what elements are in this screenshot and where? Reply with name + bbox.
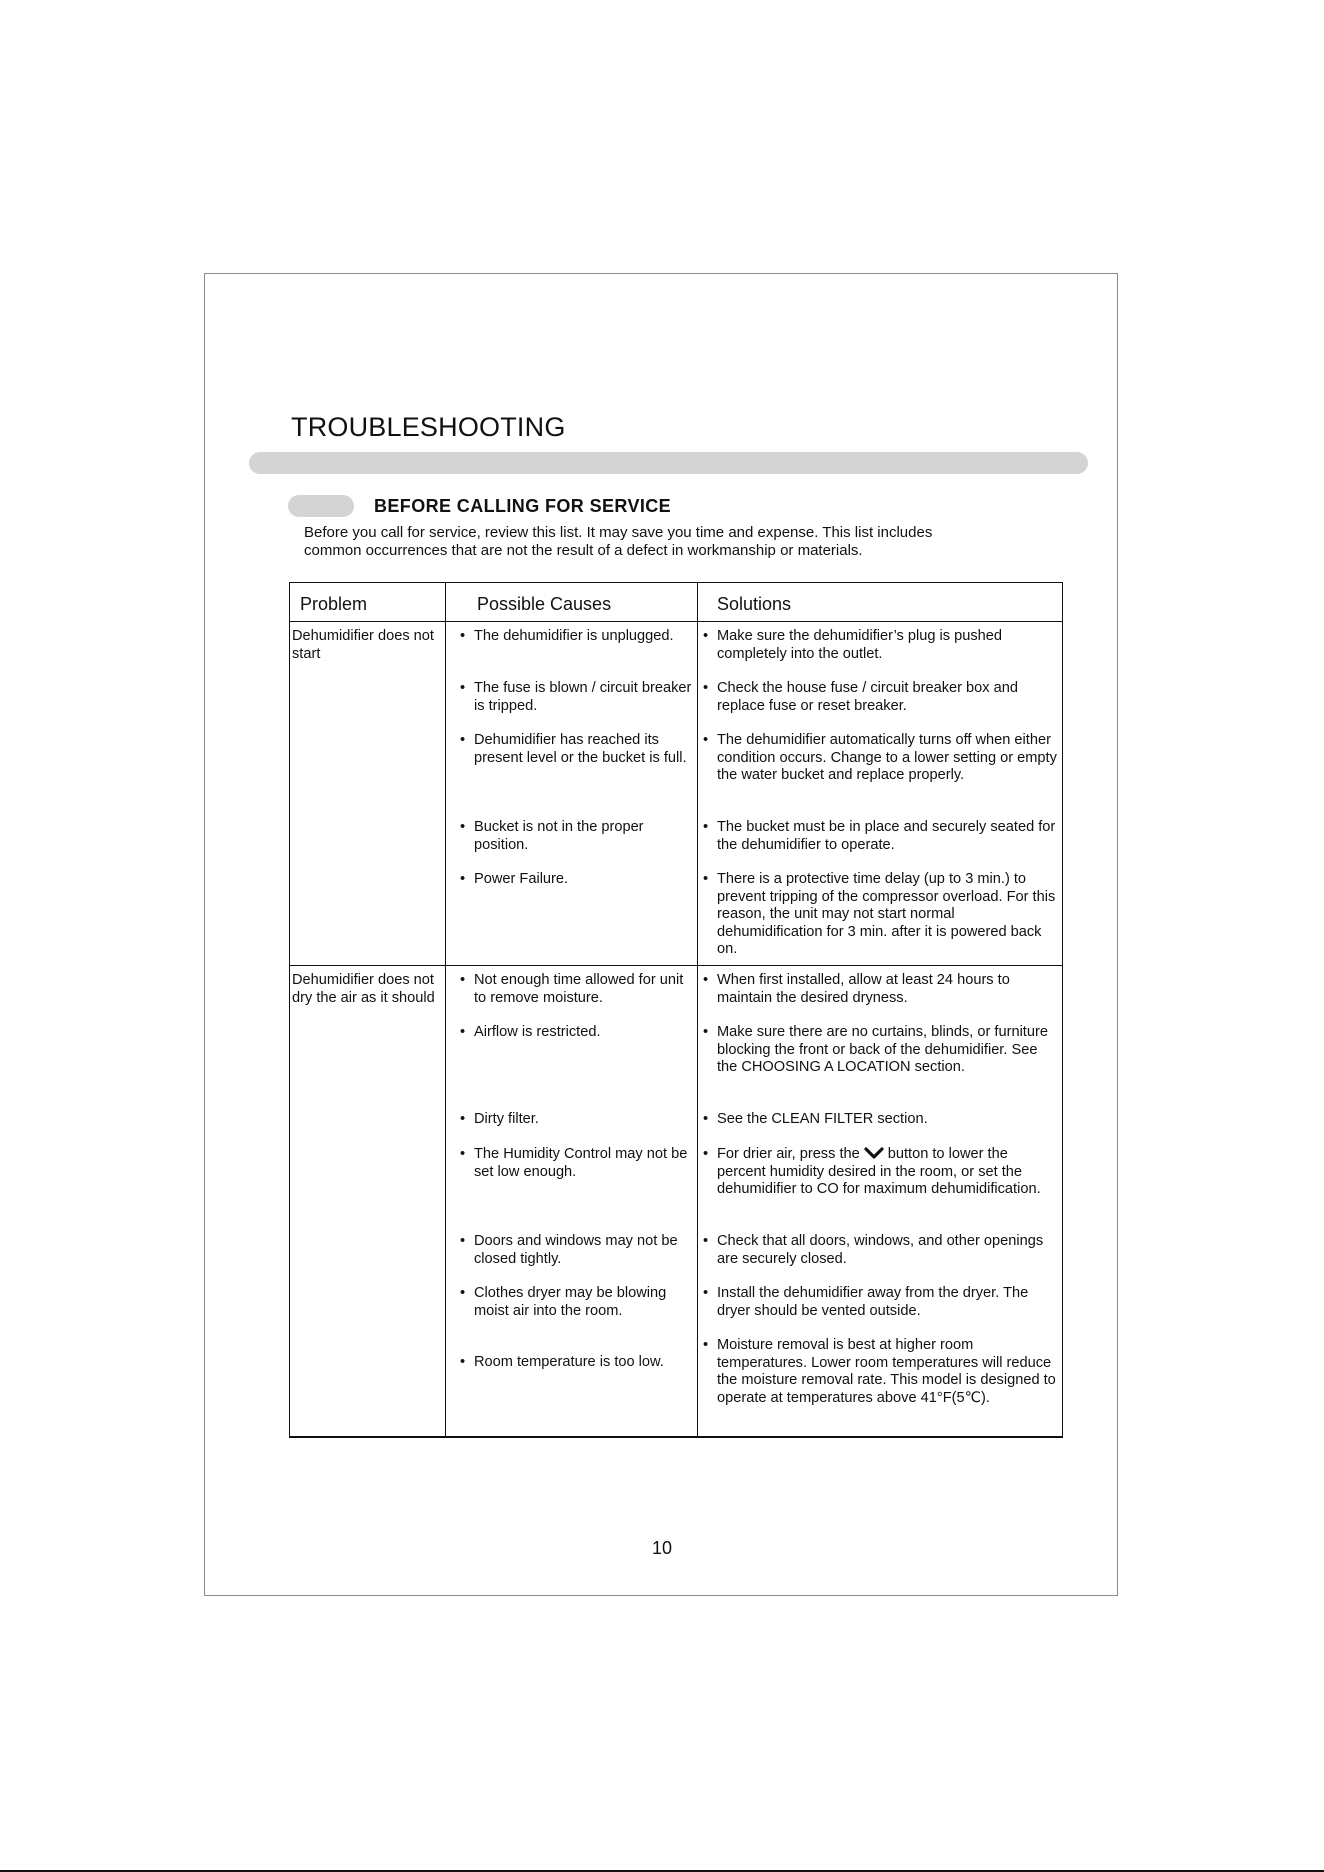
cause-item: • Power Failure. — [460, 871, 693, 889]
cause-item: • Dehumidifier has reached its present level or the bucket is full. — [460, 732, 693, 819]
cause-item: • Not enough time allowed for unit to remove moisture. — [460, 972, 693, 1024]
header-possible-causes: Possible Causes — [446, 583, 698, 622]
solution-item: • Make sure the dehumidifier’s plug is pushed completely into the outlet. — [703, 628, 1060, 680]
intro-line-1: Before you call for service, review this list. It may save you time and expense. This list includes — [304, 524, 933, 541]
cause-item: • The Humidity Control may not be set low enough. — [460, 1146, 693, 1233]
cause-item: • Room temperature is too low. — [460, 1354, 693, 1372]
intro-text — [304, 524, 1064, 560]
page-title: TROUBLESHOOTING — [291, 412, 566, 442]
cause-item: • Clothes dryer may be blowing moist air into the room. — [460, 1285, 693, 1354]
problem-text: Dehumidifier does not start — [292, 628, 434, 662]
solution-item: • See the CLEAN FILTER section. — [703, 1111, 1060, 1146]
solution-item: • When first installed, allow at least 24 hours to maintain the desired dryness. — [703, 972, 1060, 1024]
solutions-cell — [698, 622, 1063, 966]
causes-cell — [446, 622, 698, 966]
cause-item: • Bucket is not in the proper position. — [460, 819, 693, 871]
causes-cell — [446, 966, 698, 1438]
cause-item: • Doors and windows may not be closed tightly. — [460, 1233, 693, 1285]
solution-item: • There is a protective time delay (up to 3 min.) to prevent tripping of the compressor overload. For this reason, the unit may not start normal dehumidification for 3 min. after it is powered back on. — [703, 871, 1060, 959]
solution-item: • Moisture removal is best at higher room temperatures. Lower room temperatures will reduce the moisture removal rate. This model is designed to operate at temperatures above 41°F(5℃). — [703, 1337, 1060, 1407]
solution-item: • Make sure there are no curtains, blinds, or furniture blocking the front or back of the dehumidifier. See the CHOOSING A LOCATION section. — [703, 1024, 1060, 1111]
intro-line-2: common occurrences that are not the result of a defect in workmanship or materials. — [304, 542, 863, 559]
title-decoration-bar — [249, 452, 1088, 474]
table-header-row — [290, 583, 1063, 622]
header-problem: Problem — [290, 583, 446, 622]
solutions-cell — [698, 966, 1063, 1438]
cause-item: • Airflow is restricted. — [460, 1024, 693, 1111]
header-solutions: Solutions — [698, 583, 1063, 622]
section-title: BEFORE CALLING FOR SERVICE — [374, 496, 672, 516]
solution-item — [703, 1146, 1060, 1233]
cause-item: • Dirty filter. — [460, 1111, 693, 1146]
chevron-down-icon — [864, 1147, 884, 1159]
cause-item: • The fuse is blown / circuit breaker is tripped. — [460, 680, 693, 732]
troubleshooting-table — [289, 582, 1063, 1438]
section-decoration-pill — [288, 495, 354, 517]
problem-cell — [290, 622, 446, 966]
solution-item: • The dehumidifier automatically turns off when either condition occurs. Change to a lower setting or empty the water bucket and replace properly. — [703, 732, 1060, 819]
problem-text: Dehumidifier does not dry the air as it should — [292, 972, 435, 1006]
solution-item: • Check the house fuse / circuit breaker box and replace fuse or reset breaker. — [703, 680, 1060, 732]
table-row — [290, 622, 1063, 966]
solution-text: button to lower the percent humidity desired in the room, or set the dehumidifier to CO for maximum dehumidification. — [717, 1146, 1041, 1197]
solution-item: • Check that all doors, windows, and other openings are securely closed. — [703, 1233, 1060, 1285]
solution-item: • The bucket must be in place and securely seated for the dehumidifier to operate. — [703, 819, 1060, 871]
page-number: 10 — [651, 1538, 673, 1558]
solution-text: For drier air, press the — [717, 1146, 860, 1162]
problem-cell — [290, 966, 446, 1438]
cause-item: • The dehumidifier is unplugged. — [460, 628, 693, 680]
table-row — [290, 966, 1063, 1438]
solution-item: • Install the dehumidifier away from the dryer. The dryer should be vented outside. — [703, 1285, 1060, 1337]
